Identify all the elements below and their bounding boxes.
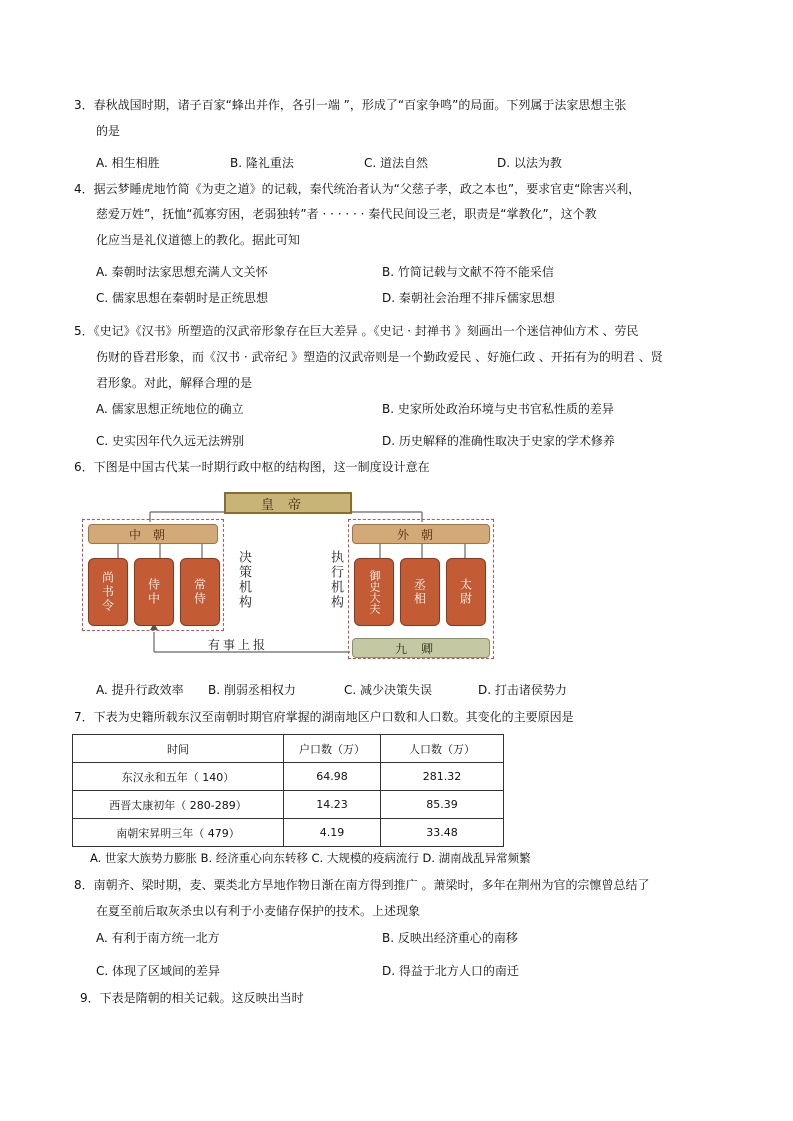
outer-court-box: 外朝: [352, 524, 490, 544]
q5-stem-line3: 君形象。对此，解释合理的是: [96, 376, 253, 390]
report-up-label: 有事上报: [208, 638, 269, 652]
q6-stem-line1: 6．下图是中国古代某一时期行政中枢的结构图，这一制度设计意在: [74, 460, 430, 474]
cell-time: 西晋太康初年（ 280-289）: [73, 791, 284, 819]
q8-stem-line1: 8．南朝齐、梁时期，麦、粟类北方旱地作物日渐在南方得到推广 。萧梁时，多年在荆州为官的宗懔曾总结了: [74, 878, 650, 892]
inner-court-box: 中朝: [88, 524, 218, 544]
official-yushidafu: 御史大夫: [354, 558, 394, 626]
q3-stem-line1: 3．春秋战国时期，诸子百家“蜂出并作，各引一端 ”，形成了“百家争鸣”的局面。下列属于法家思想主张: [74, 98, 627, 112]
cell-households: 4.19: [284, 819, 381, 847]
q4-stem-line2: 慈爱万姓”，抚恤“孤寡穷困，老弱独转”者 · · · · · · 秦代民间设三老，职责是“掌教化”，这个教: [96, 207, 597, 221]
q8-option-d[interactable]: D. 得益于北方人口的南迁: [382, 964, 519, 978]
q6-option-a[interactable]: A. 提升行政效率: [96, 683, 184, 697]
q4-option-c[interactable]: C. 儒家思想在秦朝时是正统思想: [96, 291, 269, 305]
q5-stem-line2: 伤财的昏君形象，而《汉书 · 武帝纪 》塑造的汉武帝则是一个勤政爱民 、好施仁政 、开拓有为的明君 、贤: [96, 350, 663, 364]
header-population: 人口数（万）: [381, 735, 504, 763]
q3-option-a[interactable]: A. 相生相胜: [96, 156, 160, 170]
official-taiwei: 太尉: [446, 558, 486, 626]
official-changshi: 常侍: [180, 558, 220, 626]
header-time: 时间: [73, 735, 284, 763]
cell-time: 东汉永和五年（ 140）: [73, 763, 284, 791]
q3-option-c[interactable]: C. 道法自然: [364, 156, 429, 170]
cell-population: 85.39: [381, 791, 504, 819]
q6-option-b[interactable]: B. 削弱丞相权力: [208, 683, 296, 697]
admin-structure-diagram: [82, 492, 494, 662]
q6-option-d[interactable]: D. 打击诸侯势力: [478, 683, 567, 697]
q8-stem-line2: 在夏至前后取灰杀虫以有利于小麦储存保护的技术。上述现象: [96, 904, 421, 918]
q8-option-b[interactable]: B. 反映出经济重心的南移: [382, 931, 518, 945]
q5-option-d[interactable]: D. 历史解释的准确性取决于史家的学术修养: [382, 434, 615, 448]
q7-stem-line1: 7．下表为史籍所载东汉至南朝时期官府掌握的湖南地区户口数和人口数。其变化的主要原因是: [74, 710, 574, 724]
cell-population: 281.32: [381, 763, 504, 791]
cell-population: 33.48: [381, 819, 504, 847]
cell-households: 64.98: [284, 763, 381, 791]
q5-option-b[interactable]: B. 史家所处政治环境与史书官私性质的差异: [382, 402, 614, 416]
q4-option-d[interactable]: D. 秦朝社会治理不排斥儒家思想: [382, 291, 555, 305]
q8-option-a[interactable]: A. 有利于南方统一北方: [96, 931, 220, 945]
q6-option-c[interactable]: C. 减少决策失误: [344, 683, 433, 697]
table-header-row: [73, 735, 504, 763]
q3-option-d[interactable]: D. 以法为教: [497, 156, 562, 170]
population-table: [72, 734, 504, 847]
emperor-box: 皇帝: [224, 492, 352, 514]
table-row: [73, 763, 504, 791]
q3-stem-line2: 的是: [96, 124, 121, 138]
q8-option-c[interactable]: C. 体现了区域间的差异: [96, 964, 221, 978]
q4-stem-line1: 4．据云梦睡虎地竹简《为吏之道》的记载，秦代统治者认为“父慈子孝，政之本也”，要求官吏“除害兴利，: [74, 182, 641, 196]
official-shizhong: 侍中: [134, 558, 174, 626]
cell-households: 14.23: [284, 791, 381, 819]
q9-stem-line1: 9．下表是隋朝的相关记载。这反映出当时: [80, 991, 304, 1005]
table-row: [73, 791, 504, 819]
cell-time: 南朝宋昇明三年（ 479）: [73, 819, 284, 847]
header-households: 户口数（万）: [284, 735, 381, 763]
q4-stem-line3: 化应当是礼仪道德上的教化。据此可知: [96, 233, 301, 247]
nine-ministers-box: 九卿: [352, 638, 490, 658]
official-chengxiang: 丞相: [400, 558, 440, 626]
table-row: [73, 819, 504, 847]
q4-option-a[interactable]: A. 秦朝时法家思想充满人文关怀: [96, 265, 268, 279]
q4-option-b[interactable]: B. 竹简记载与文献不符不能采信: [382, 265, 554, 279]
q5-option-a[interactable]: A. 儒家思想正统地位的确立: [96, 402, 244, 416]
q3-option-b[interactable]: B. 隆礼重法: [230, 156, 294, 170]
execution-body-label: 执行机构: [328, 550, 343, 610]
q5-option-c[interactable]: C. 史实因年代久远无法辨别: [96, 434, 245, 448]
q5-stem-line1: 5．《史记》《汉书》所塑造的汉武帝形象存在巨大差异 。《史记 · 封禅书 》刻画出一个迷信神仙方术 、劳民: [74, 324, 639, 338]
decision-body-label: 决策机构: [236, 550, 251, 610]
official-shangshuling: 尚书令: [88, 558, 128, 626]
q7-options[interactable]: A. 世家大族势力膨胀 B. 经济重心向东转移 C. 大规模的疫病流行 D. 湖南战乱异常频繁: [90, 851, 531, 865]
